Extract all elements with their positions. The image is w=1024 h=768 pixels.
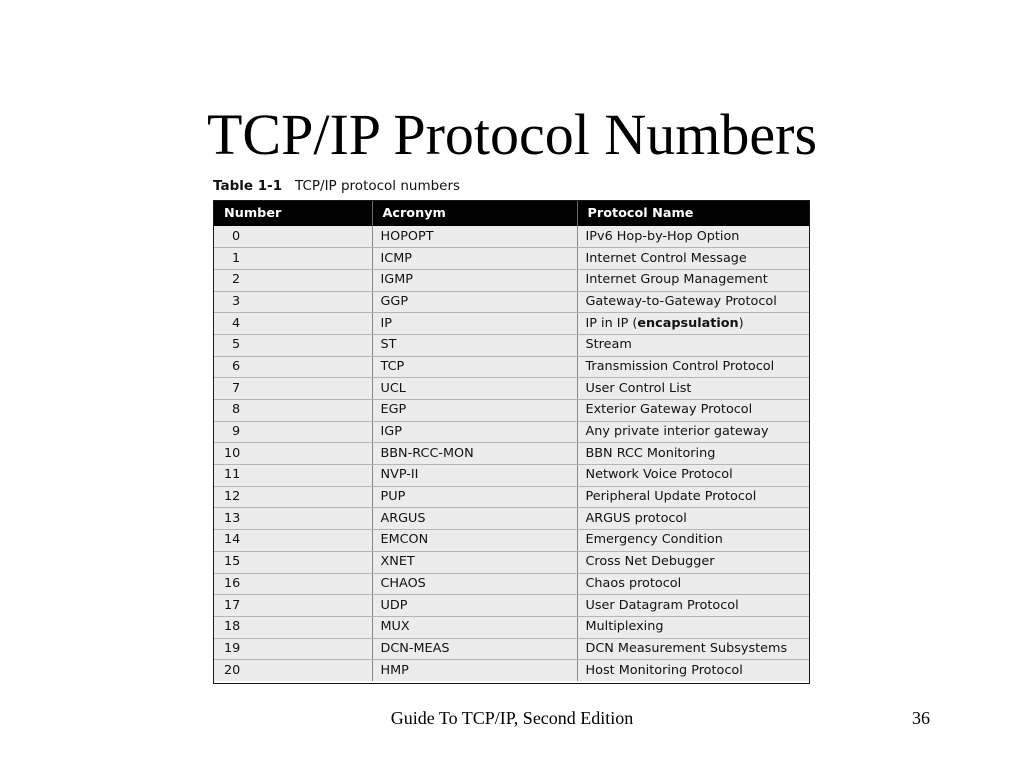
cell-number: 6: [214, 356, 372, 378]
cell-acronym: IGP: [372, 421, 577, 443]
table-caption-label: Table 1-1: [213, 178, 283, 194]
page-number: 36: [912, 708, 930, 728]
table-row: [214, 508, 809, 530]
cell-acronym: HMP: [372, 660, 577, 682]
table-body: [214, 226, 809, 681]
table-caption-text: TCP/IP protocol numbers: [295, 178, 461, 194]
cell-number: 0: [214, 226, 372, 248]
cell-protocol-name: Gateway-to-Gateway Protocol: [577, 291, 809, 313]
table-header-row: [214, 201, 809, 226]
table-row: [214, 573, 809, 595]
cell-number: 19: [214, 638, 372, 660]
cell-acronym: ST: [372, 334, 577, 356]
cell-acronym: IP: [372, 313, 577, 335]
cell-acronym: XNET: [372, 551, 577, 573]
cell-number: 3: [214, 291, 372, 313]
cell-acronym: IGMP: [372, 269, 577, 291]
cell-number: 5: [214, 334, 372, 356]
header-acronym: Acronym: [372, 201, 577, 226]
table-row: [214, 616, 809, 638]
protocol-table-container: [213, 200, 810, 684]
table-row: [214, 638, 809, 660]
cell-number: 18: [214, 616, 372, 638]
cell-number: 2: [214, 269, 372, 291]
cell-number: 8: [214, 400, 372, 422]
table-row: [214, 248, 809, 270]
table-row: [214, 226, 809, 248]
cell-number: 15: [214, 551, 372, 573]
cell-number: 17: [214, 595, 372, 617]
cell-protocol-name: Transmission Control Protocol: [577, 356, 809, 378]
slide-title: TCP/IP Protocol Numbers: [206, 102, 818, 167]
cell-protocol-name: User Datagram Protocol: [577, 595, 809, 617]
cell-acronym: TCP: [372, 356, 577, 378]
cell-number: 7: [214, 378, 372, 400]
protocol-name-suffix: ): [738, 315, 744, 331]
cell-number: 20: [214, 660, 372, 682]
cell-protocol-name: ARGUS protocol: [577, 508, 809, 530]
cell-acronym: PUP: [372, 486, 577, 508]
protocol-name-emphasis: encapsulation: [637, 315, 739, 331]
cell-acronym: NVP-II: [372, 465, 577, 487]
cell-acronym: DCN-MEAS: [372, 638, 577, 660]
table-row: [214, 313, 809, 335]
table-row: [214, 551, 809, 573]
cell-protocol-name: IPv6 Hop-by-Hop Option: [577, 226, 809, 248]
cell-protocol-name: Emergency Condition: [577, 530, 809, 552]
header-protocol-name: Protocol Name: [577, 201, 809, 226]
protocol-name-text: IP in IP (: [585, 315, 638, 331]
table-row: [214, 486, 809, 508]
cell-acronym: EMCON: [372, 530, 577, 552]
cell-acronym: ICMP: [372, 248, 577, 270]
cell-acronym: GGP: [372, 291, 577, 313]
cell-protocol-name: [577, 313, 809, 335]
protocol-table: [214, 201, 809, 681]
cell-protocol-name: Peripheral Update Protocol: [577, 486, 809, 508]
table-row: [214, 400, 809, 422]
table-caption: [213, 176, 460, 196]
cell-number: 14: [214, 530, 372, 552]
cell-protocol-name: User Control List: [577, 378, 809, 400]
table-row: [214, 530, 809, 552]
table-row: [214, 291, 809, 313]
cell-number: 16: [214, 573, 372, 595]
cell-protocol-name: Multiplexing: [577, 616, 809, 638]
cell-number: 1: [214, 248, 372, 270]
cell-acronym: MUX: [372, 616, 577, 638]
cell-protocol-name: Stream: [577, 334, 809, 356]
table-row: [214, 356, 809, 378]
table-row: [214, 378, 809, 400]
cell-protocol-name: Cross Net Debugger: [577, 551, 809, 573]
cell-number: 13: [214, 508, 372, 530]
cell-acronym: CHAOS: [372, 573, 577, 595]
table-row: [214, 595, 809, 617]
cell-acronym: HOPOPT: [372, 226, 577, 248]
cell-acronym: EGP: [372, 400, 577, 422]
cell-acronym: UCL: [372, 378, 577, 400]
footer-text: Guide To TCP/IP, Second Edition: [390, 708, 634, 728]
cell-number: 10: [214, 443, 372, 465]
cell-protocol-name: DCN Measurement Subsystems: [577, 638, 809, 660]
header-number: Number: [214, 201, 372, 226]
cell-number: 12: [214, 486, 372, 508]
table-row: [214, 334, 809, 356]
cell-protocol-name: Host Monitoring Protocol: [577, 660, 809, 682]
cell-protocol-name: Internet Group Management: [577, 269, 809, 291]
cell-number: 11: [214, 465, 372, 487]
table-row: [214, 465, 809, 487]
cell-protocol-name: Exterior Gateway Protocol: [577, 400, 809, 422]
cell-acronym: UDP: [372, 595, 577, 617]
cell-number: 9: [214, 421, 372, 443]
cell-protocol-name: BBN RCC Monitoring: [577, 443, 809, 465]
cell-acronym: ARGUS: [372, 508, 577, 530]
table-row: [214, 269, 809, 291]
cell-protocol-name: Network Voice Protocol: [577, 465, 809, 487]
table-row: [214, 443, 809, 465]
table-row: [214, 421, 809, 443]
cell-protocol-name: Chaos protocol: [577, 573, 809, 595]
cell-protocol-name: Any private interior gateway: [577, 421, 809, 443]
cell-acronym: BBN-RCC-MON: [372, 443, 577, 465]
table-row: [214, 660, 809, 682]
cell-number: 4: [214, 313, 372, 335]
cell-protocol-name: Internet Control Message: [577, 248, 809, 270]
